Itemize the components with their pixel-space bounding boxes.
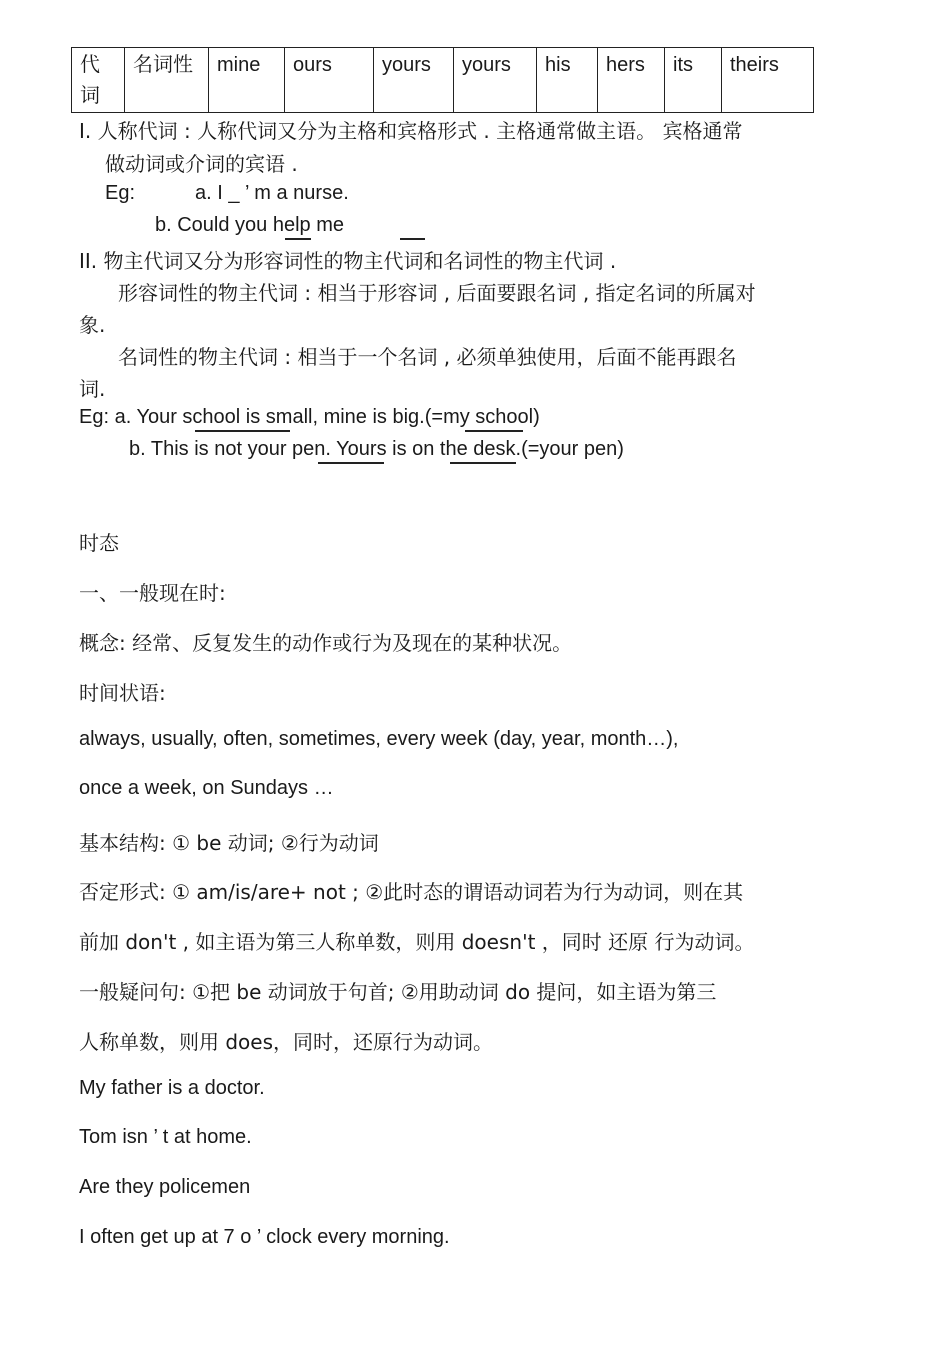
section1-line2: 做动词或介词的宾语 . (105, 152, 298, 176)
tense-heading: 时态 (79, 531, 119, 555)
structure-line: 基本结构: ① be 动词; ②行为动词 (79, 831, 379, 855)
table-cell: 名词性 (125, 48, 209, 113)
question-line1: 一般疑问句: ①把 be 动词放于句首; ②用助动词 do 提问，如主语为第三 (79, 980, 717, 1004)
underline (285, 238, 311, 240)
example-sentence: I often get up at 7 o ’ clock every morning. (79, 1226, 450, 1248)
underline (450, 462, 516, 464)
concept-line: 概念: 经常、反复发生的动作或行为及现在的某种状况。 (79, 631, 573, 655)
section2-line1: II. 物主代词又分为形容词性的物主代词和名词性的物主代词 . (79, 249, 617, 273)
example-b: b. Could you help me (155, 214, 345, 236)
table-cell: yours (374, 48, 454, 113)
table-cell: 代词 (72, 48, 125, 113)
section2-line5: 词. (79, 377, 106, 401)
table-cell: its (665, 48, 722, 113)
example-sentence: My father is a doctor. (79, 1077, 265, 1099)
section2-line3: 象. (79, 313, 106, 337)
negative-line2: 前加 don't , 如主语为第三人称单数，则用 doesn't ，同时 还原 行为动词。 (79, 930, 755, 954)
underline (318, 462, 384, 464)
underline (195, 430, 290, 432)
table-cell: mine (209, 48, 285, 113)
blank-underline (400, 238, 425, 240)
question-line2: 人称单数，则用 does，同时，还原行为动词。 (79, 1030, 494, 1054)
example-label: Eg: (105, 182, 136, 204)
section1-line1: I. 人称代词 : 人称代词又分为主格和宾格形式 . 主格通常做主语。 宾格通常 (79, 119, 743, 143)
section2-line4: 名词性的物主代词 : 相当于一个名词 , 必须单独使用，后面不能再跟名 (118, 345, 737, 369)
underline (465, 430, 523, 432)
table-cell: hers (598, 48, 665, 113)
section2-line2: 形容词性的物主代词 : 相当于形容词 , 后面要跟名词 , 指定名词的所属对 (118, 281, 756, 305)
table-cell: theirs (722, 48, 814, 113)
example-sentence: Tom isn ’ t at home. (79, 1126, 252, 1148)
example-a: a. I _ ’ m a nurse. (195, 182, 349, 204)
table-cell: yours (454, 48, 537, 113)
table-cell: his (537, 48, 598, 113)
section2-example-a: Eg: a. Your school is small, mine is big.(=my school) (79, 406, 540, 428)
time-adverbials-label: 时间状语: (79, 681, 166, 705)
table-cell: ours (285, 48, 374, 113)
simple-present-heading: 一、一般现在时: (79, 581, 226, 605)
adverbials-line2: once a week, on Sundays … (79, 777, 334, 799)
table-row (72, 48, 814, 113)
adverbials-line1: always, usually, often, sometimes, every week (day, year, month…), (79, 728, 679, 750)
section2-example-b: b. This is not your pen. Yours is on the desk.(=your pen) (129, 438, 624, 460)
negative-line1: 否定形式: ① am/is/are+ not ; ②此时态的谓语动词若为行为动词，则在其 (79, 880, 744, 904)
pronoun-table (71, 47, 814, 113)
example-sentence: Are they policemen (79, 1176, 251, 1198)
